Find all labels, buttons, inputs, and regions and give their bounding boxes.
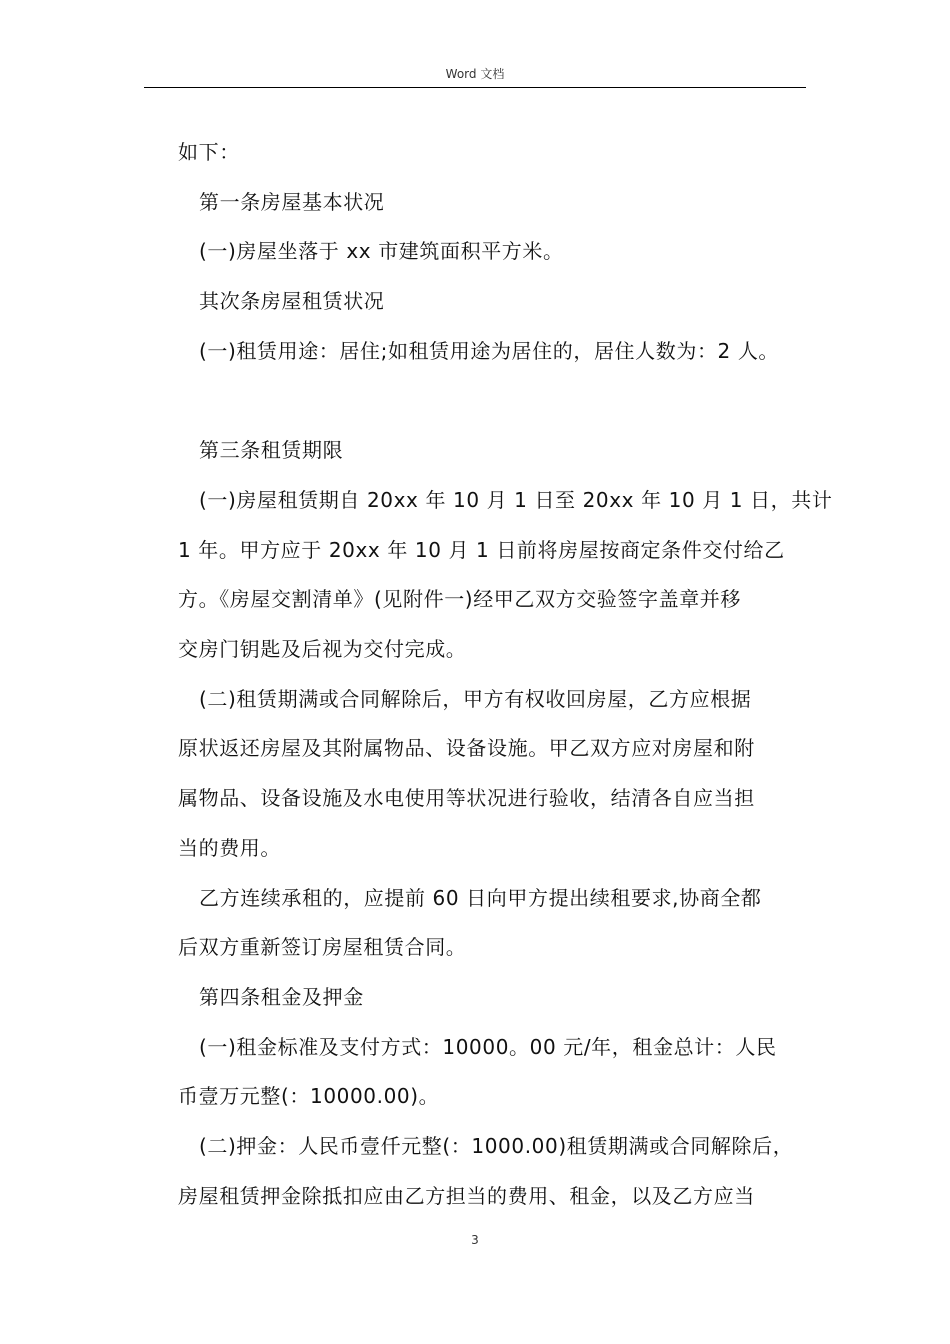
text-line: 乙方连续承租的，应提前 60 日向甲方提出续租要求,协商全都 xyxy=(199,885,762,910)
text-line: (一)租赁用途：居住;如租赁用途为居住的，居住人数为：2 人。 xyxy=(199,338,780,363)
section-heading: 第三条租赁期限 xyxy=(199,438,344,463)
header-divider xyxy=(144,87,806,88)
text-line: 原状返还房屋及其附属物品、设备设施。甲乙双方应对房屋和附 xyxy=(178,736,755,761)
section-heading: 第一条房屋基本状况 xyxy=(199,189,385,214)
section-heading: 其次条房屋租赁状况 xyxy=(199,289,385,314)
text-line: 后双方重新签订房屋租赁合同。 xyxy=(178,935,467,960)
document-body xyxy=(178,128,833,1221)
text-line: 1 年。甲方应于 20xx 年 10 月 1 日前将房屋按商定条件交付给乙 xyxy=(178,537,785,562)
text-line: 如下： xyxy=(178,140,240,164)
text-line: 币壹万元整(：10000.00)。 xyxy=(178,1084,440,1109)
blank-line xyxy=(178,377,808,427)
text-line: 交房门钥匙及后视为交付完成。 xyxy=(178,637,467,662)
page-header: Word 文档 xyxy=(445,67,505,81)
text-line: (二)租赁期满或合同解除后，甲方有权收回房屋，乙方应根据 xyxy=(199,686,752,711)
text-line: 房屋租赁押金除抵扣应由乙方担当的费用、租金，以及乙方应当 xyxy=(178,1183,755,1208)
text-line: (一)房屋坐落于 xx 市建筑面积平方米。 xyxy=(199,239,564,264)
text-line: 属物品、设备设施及水电使用等状况进行验收，结清各自应当担 xyxy=(178,786,755,811)
text-line: 方。《房屋交割清单》(见附件一)经甲乙双方交验签字盖章并移 xyxy=(178,587,742,612)
page-number: 3 xyxy=(471,1233,479,1247)
text-line: (一)租金标准及支付方式：10000。00 元/年，租金总计：人民 xyxy=(199,1034,777,1059)
text-line: 当的费用。 xyxy=(178,835,281,860)
text-line: (一)房屋租赁期自 20xx 年 10 月 1 日至 20xx 年 10 月 1 日，共计 xyxy=(199,487,833,512)
section-heading: 第四条租金及押金 xyxy=(199,984,364,1009)
text-line: (二)押金：人民币壹仟元整(：1000.00)租赁期满或合同解除后， xyxy=(199,1134,794,1159)
